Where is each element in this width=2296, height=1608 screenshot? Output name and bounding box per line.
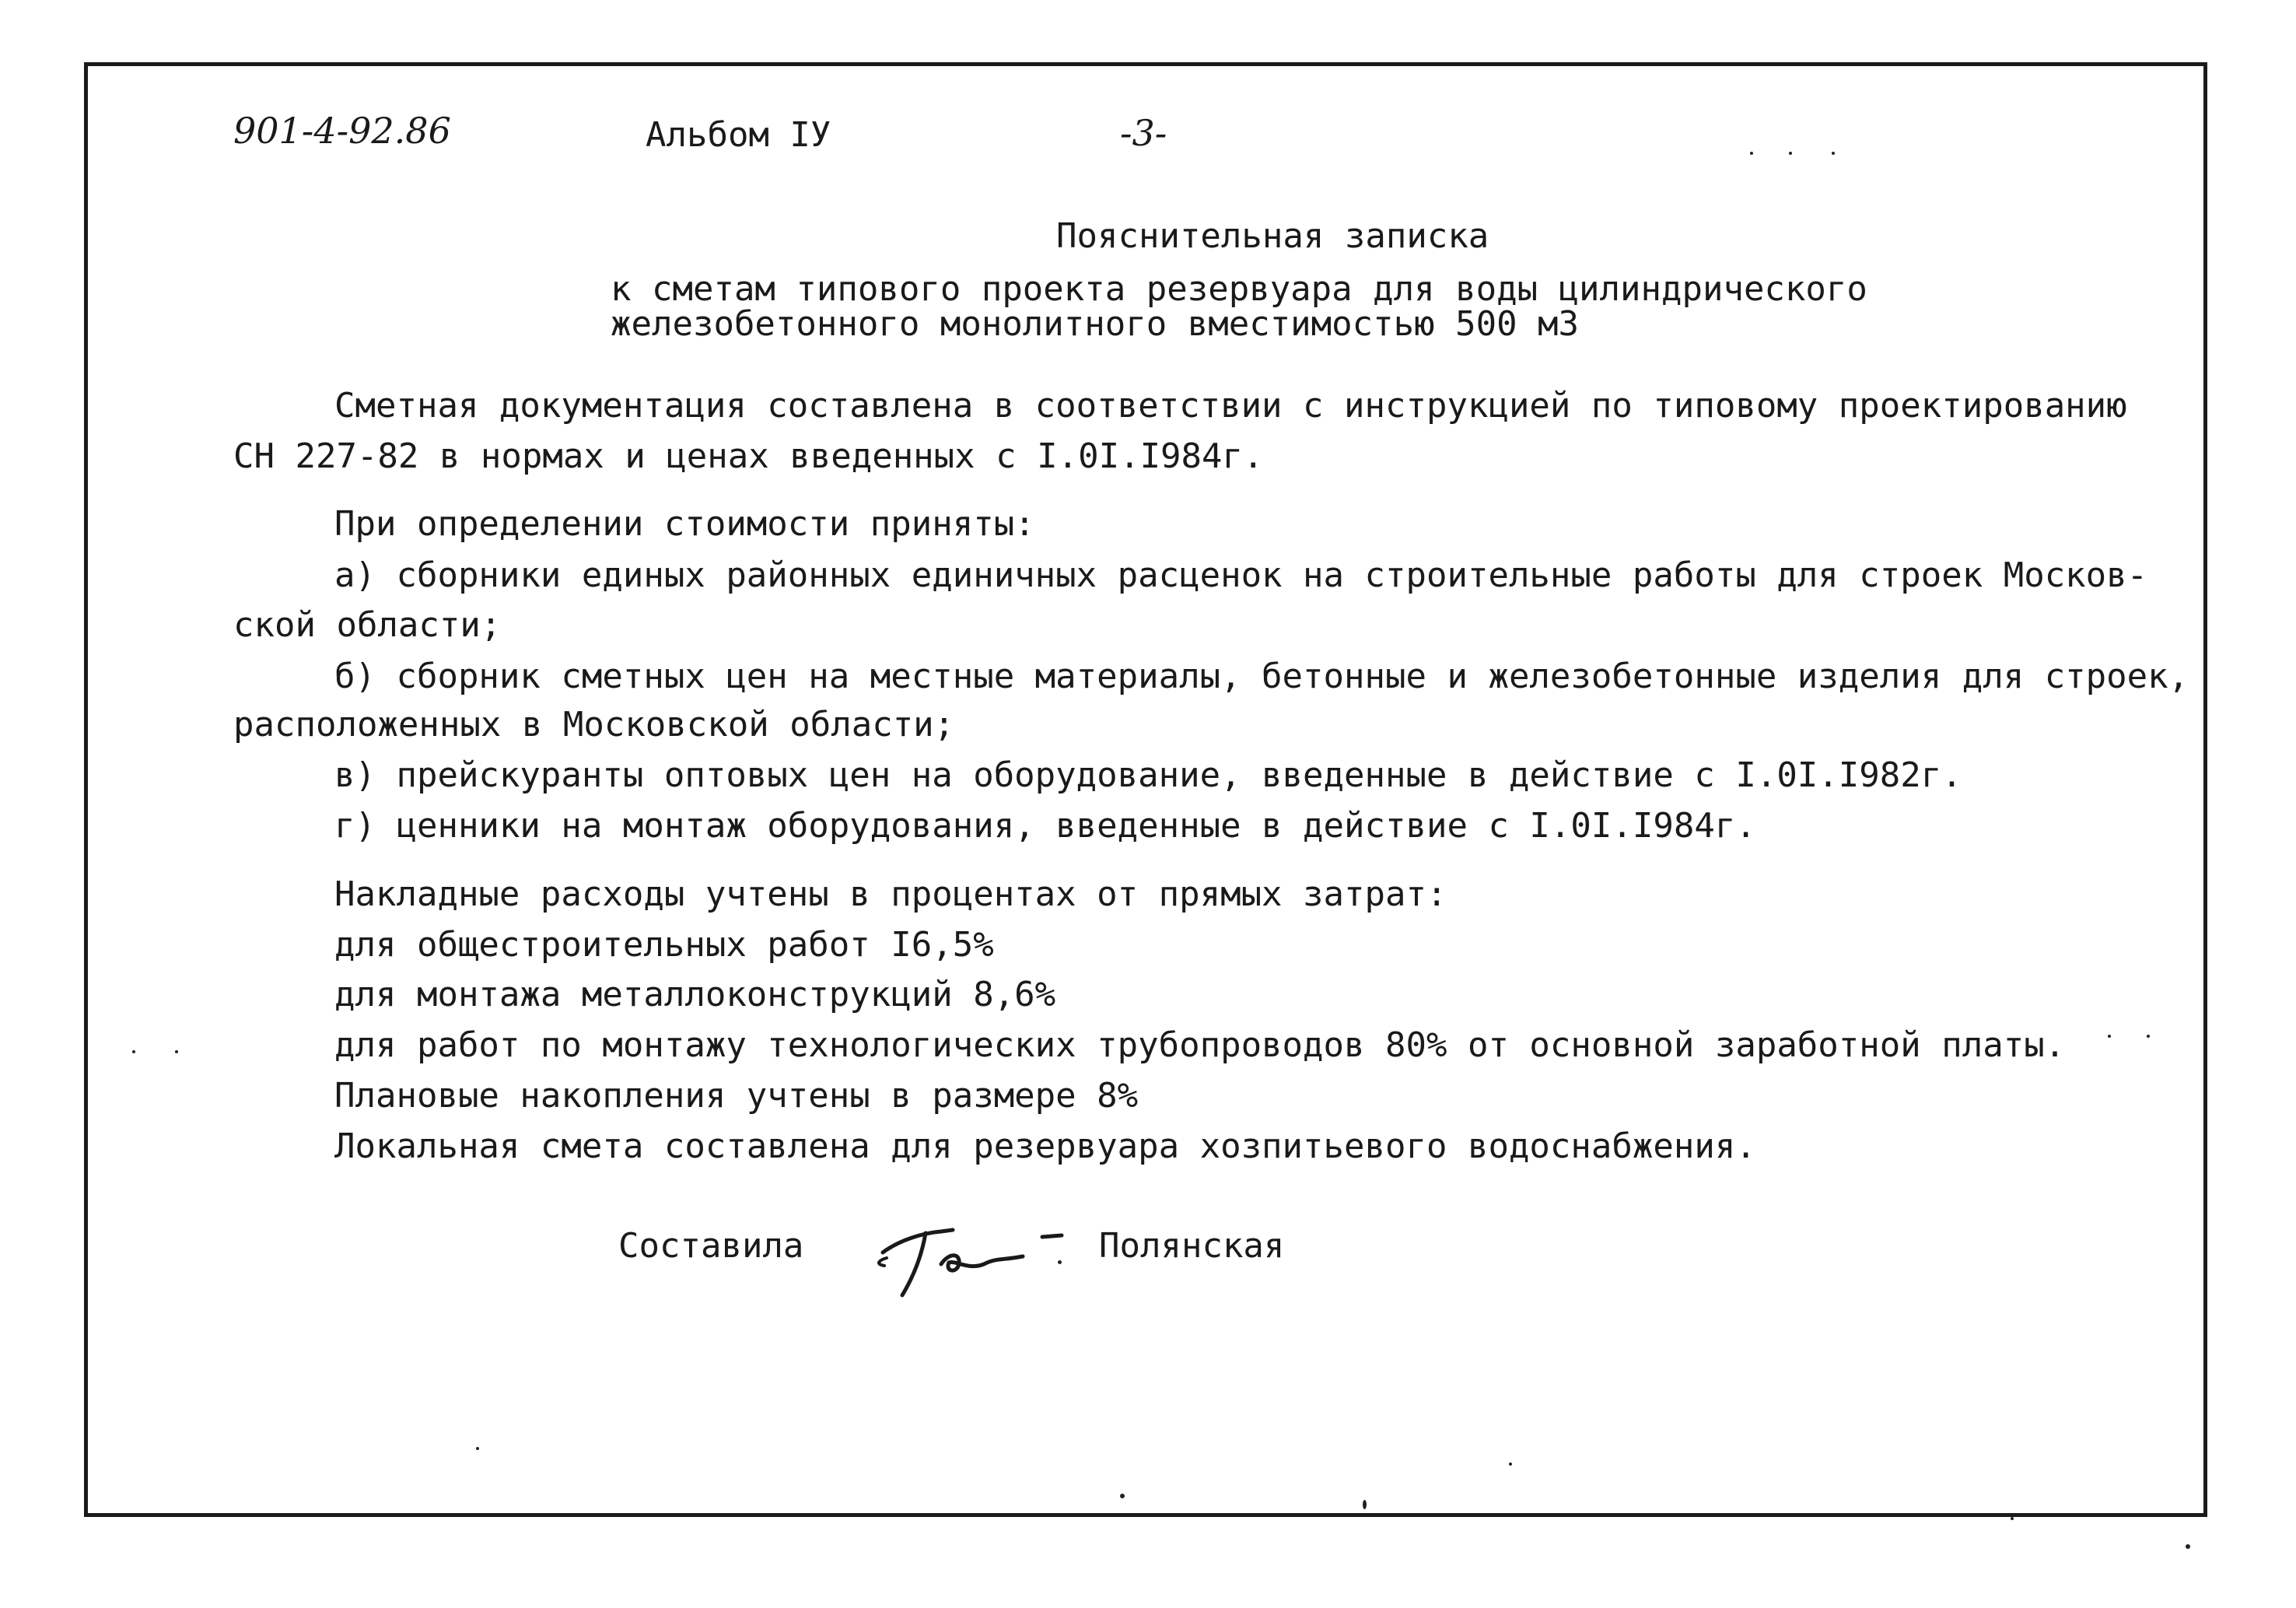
scan-speck [132, 1050, 135, 1053]
signature-label: Составила [618, 1226, 804, 1266]
page-number: -3- [1120, 112, 1167, 154]
document-subtitle-line1: к сметам типового проекта резервуара для воды цилиндрического [611, 269, 1867, 309]
local-estimate: Локальная смета составлена для резервуара хозпитьевого водоснабжения. [334, 1126, 1756, 1166]
scan-speck [476, 1447, 479, 1450]
item-a-line1: а) сборники единых районных единичных расценок на строительные работы для строек Москов- [334, 555, 2148, 595]
document-heading: Пояснительная записка [1056, 216, 1489, 256]
overhead-pipelines: для работ по монтажу технологических трубопроводов 80% от основной заработной платы. [334, 1025, 2066, 1065]
album-label: Альбом IУ [646, 115, 831, 155]
doc-code: 901-4-92.86 [233, 110, 451, 152]
scan-speck [2011, 1517, 2014, 1520]
scan-speck [2186, 1544, 2190, 1549]
overhead-intro: Накладные расходы учтены в процентах от прямых затрат: [334, 874, 1447, 914]
planned-savings: Плановые накопления учтены в размере 8% [334, 1076, 1139, 1116]
item-v: в) прейскуранты оптовых цен на оборудование, введенные в действие с I.0I.I982г. [334, 755, 1962, 795]
overhead-metal: для монтажа металлоконструкций 8,6% [334, 975, 1056, 1014]
item-b-line2: расположенных в Московской области; [233, 705, 955, 744]
scan-speck [2147, 1035, 2150, 1038]
signer-name: Полянская [1099, 1226, 1285, 1266]
scan-speck [1120, 1494, 1125, 1498]
item-b-line1: б) сборник сметных цен на местные материалы, бетонные и железобетонные изделия для строек, [334, 657, 2189, 696]
scan-speck [1832, 152, 1835, 155]
scan-speck [1509, 1463, 1512, 1466]
scan-speck [1789, 152, 1792, 155]
item-g: г) ценники на монтаж оборудования, введенные в действие с I.0I.I984г. [334, 806, 1756, 846]
paragraph-2-intro: При определении стоимости приняты: [334, 504, 1035, 544]
scan-speck [1750, 152, 1753, 155]
paragraph-1-line2: СН 227-82 в нормах и ценах введенных с I.0I.I984г. [233, 436, 1264, 476]
overhead-general: для общестроительных работ I6,5% [334, 925, 994, 965]
handwritten-signature [867, 1210, 1069, 1303]
item-a-line2: ской области; [233, 605, 502, 645]
scan-speck [1363, 1500, 1367, 1509]
paragraph-1-line1: Сметная документация составлена в соответствии с инструкцией по типовому проектированию [334, 386, 2127, 426]
scan-speck [175, 1050, 178, 1053]
scan-speck [2108, 1035, 2111, 1038]
scan-speck [1058, 1260, 1062, 1264]
document-subtitle-line2: железобетонного монолитного вместимостью 500 м3 [611, 304, 1580, 344]
